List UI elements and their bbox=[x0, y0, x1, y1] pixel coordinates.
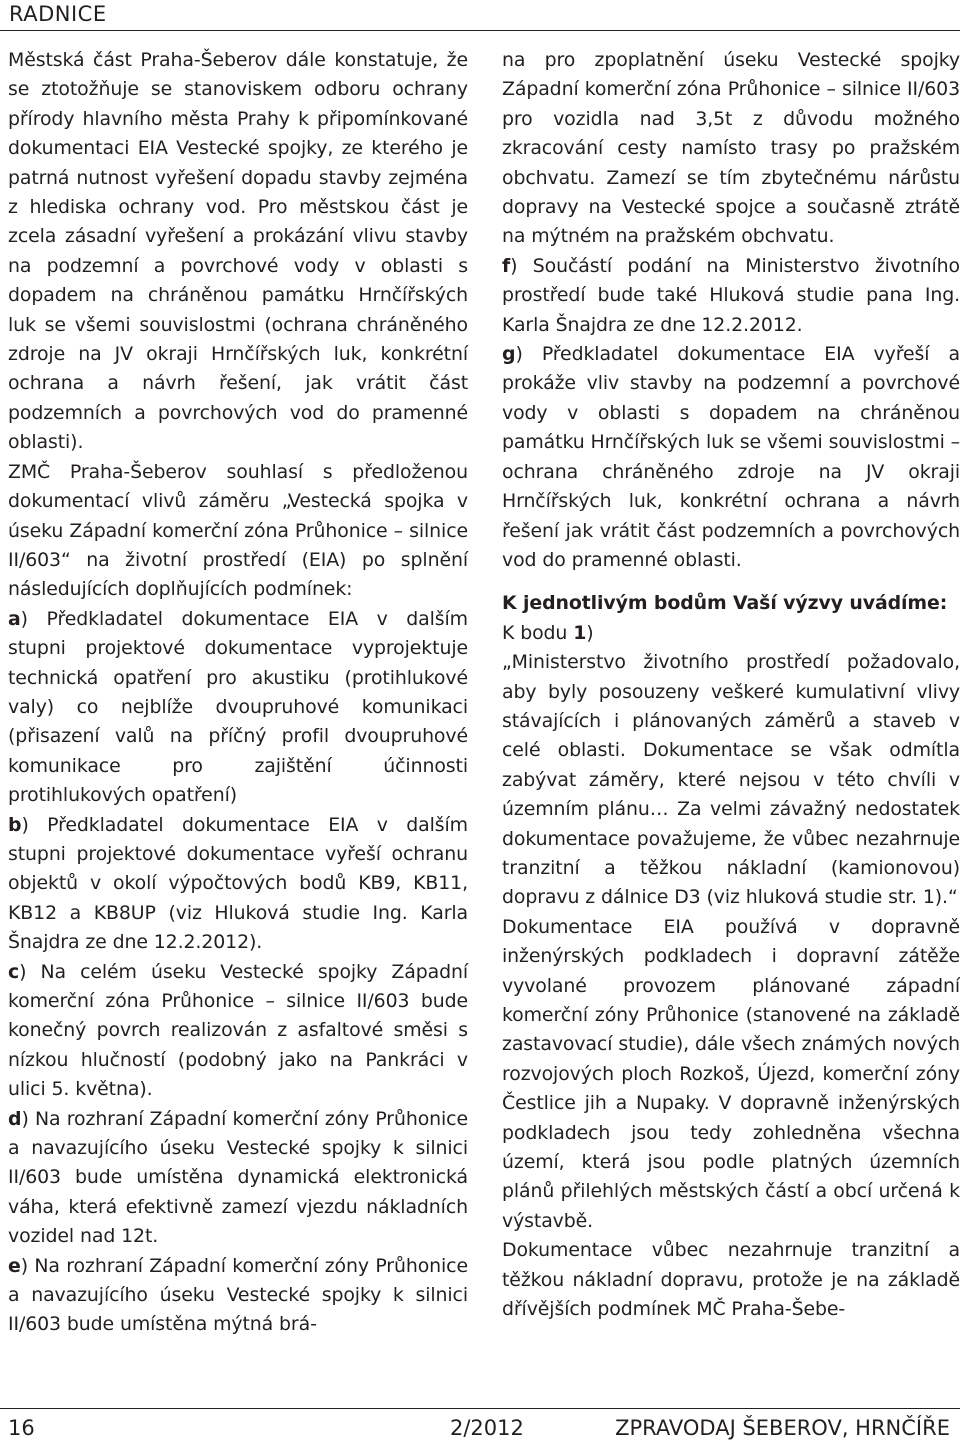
response-heading bbox=[502, 589, 960, 618]
condition-a bbox=[8, 605, 468, 811]
condition-c-text: ) Na celém úseku Vestecké spojky Západní komerční zóna Průhonice – silnice II/603 bude konečný povrch realizován z asfaltové směsi s nízkou hlučností (podobný jako na Pankráci v ulici 5. května). bbox=[8, 960, 468, 1101]
condition-g-letter: g bbox=[502, 343, 516, 366]
approval-paragraph: ZMČ Praha-Šeberov souhlasí s předloženou dokumentací vlivů záměru „Vestecká spojka v úseku Západní komerční zóna Průhonice – silnice II/603“ na životní prostředí (EIA) po splnění následujících doplňujících podmínek: bbox=[8, 460, 468, 601]
condition-d bbox=[8, 1105, 468, 1252]
publication-name: ZPRAVODAJ ŠEBEROV, HRNČÍŘE bbox=[615, 1416, 950, 1440]
condition-e-letter: e bbox=[8, 1254, 21, 1277]
point-prefix: K bodu bbox=[502, 621, 574, 644]
condition-a-letter: a bbox=[8, 607, 21, 630]
condition-f-letter: f bbox=[502, 254, 511, 277]
condition-f bbox=[502, 252, 960, 340]
point-suffix: ) bbox=[586, 621, 594, 644]
point-number: 1 bbox=[573, 621, 587, 644]
section-header bbox=[0, 0, 960, 31]
ministry-quote: „Ministerstvo životního prostředí požadovalo, aby byly posouzeny veškeré kumulativní vlivy stávajících i plánovaných záměrů a staveb v celé oblasti. Dokumentace se však odmítla zabývat záměry, které nejsou v této chvíli v územním plánu… Za velmi závažný nedostatek dokumentace považujeme, že vůbec nezahrnuje tranzitní a těžkou nákladní (kamionovou) dopravu z dálnice D3 (viz hluková studie str. 1).“ bbox=[502, 651, 960, 909]
condition-d-text: ) Na rozhraní Západní komerční zóny Průhonice a navazujícího úseku Vestecké spojky k silnici II/603 bude umístěna dynamická elektronická váha, která efektivně zamezí vjezdu nákladních vozidel nad 12t. bbox=[8, 1107, 468, 1248]
condition-e-text: ) Na rozhraní Západní komerční zóny Průhonice a navazujícího úseku Vestecké spojky k silnici II/603 bude umístěna mýtná brá- bbox=[8, 1254, 468, 1336]
condition-d-letter: d bbox=[8, 1107, 22, 1130]
condition-b bbox=[8, 811, 468, 958]
condition-b-text: ) Předkladatel dokumentace EIA v dalším stupni projektové dokumentace vyřeší ochranu objektů v okolí výpočtových bodů KB9, KB11, KB12 a KB8UP (viz Hluková studie Ing. Karla Šnajdra ze dne 12.2.2012). bbox=[8, 813, 468, 954]
condition-c bbox=[8, 958, 468, 1105]
response-heading-text: K jednotlivým bodům Vaší výzvy uvádíme: bbox=[502, 592, 948, 615]
section-label: RADNICE bbox=[9, 2, 107, 26]
point-label bbox=[502, 619, 960, 648]
right-column bbox=[502, 46, 960, 1324]
condition-c-letter: c bbox=[8, 960, 20, 983]
intro-text-a: Městská část Praha-Šeberov dále konstatuje, že se ztotožňuje se stanoviskem odboru ochrany přírody hlavního města Prahy k připomínkované dokumentaci EIA Vestecké spojky, ze kterého je patrná nutnost vyřešení dopadu stavby zejména z hlediska ochrany vod. bbox=[8, 49, 468, 219]
intro-paragraph bbox=[8, 46, 468, 458]
condition-g-text: ) Předkladatel dokumentace EIA vyřeší a prokáže vliv stavby na podzemní a povrchové vody v oblasti s dopadem na chráněnou památku Hrnčířských luk se všemi souvislostmi – ochrana chráněného zdroje na JV okraji Hrnčířských luk, konkrétní ochrana a návrh řešení jak vrátit část podzemních a povrchových vod do pramenné oblasti. bbox=[502, 343, 960, 571]
condition-f-text: ) Součástí podání na Ministerstvo životního prostředí bude také Hluková studie pana Ing. Karla Šnajdra ze dne 12.2.2012. bbox=[502, 254, 960, 336]
condition-a-text: ) Předkladatel dokumentace EIA v dalším stupni projektové dokumentace vyprojektuje technická opatření pro akustiku (protihlukové valy) co nejblíže dvoupruhové komunikaci (přisazení valů na příčný profil dvoupruhové komunikace pro zajištění účinnosti protihlukových opatření) bbox=[8, 607, 468, 807]
documentation-paragraph-2: Dokumentace vůbec nezahrnuje tranzitní a těžkou nákladní dopravu, protože je na základě dřívějších podmínek MČ Praha-Šebe- bbox=[502, 1239, 960, 1321]
condition-e bbox=[8, 1252, 468, 1340]
documentation-paragraph-1: Dokumentace EIA používá v dopravně inženýrských podkladech i dopravní zátěže vyvolané provozem plánované západní komerční zóny Průhonice (stanovené na základě zastavovací studie), dále všech známých nových rozvojových ploch Rozkoš, Újezd, komerční zóny Čestlice jih a Nupaky. V dopravně inženýrských podkladech jsou tedy zohledněna všechna území, která jsou podle platných územních plánů přilehlých městských částí a obcí určená k výstavbě. bbox=[502, 915, 960, 1232]
left-column bbox=[8, 46, 468, 1340]
page-footer bbox=[0, 1408, 960, 1446]
page-number: 16 bbox=[8, 1416, 35, 1440]
condition-e-continued: na pro zpoplatnění úseku Vestecké spojky Západní komerční zóna Průhonice – silnice II/603 pro vozidla nad 3,5t z důvodu možného zkracování cesty namísto trasy po pražském obchvatu. Zamezí se tím zbytečnému nárůstu dopravy na Vestecké spojce a současně ztrátě na mýtném na pražském obchvatu. bbox=[502, 49, 960, 248]
condition-b-letter: b bbox=[8, 813, 22, 836]
issue-number: 2/2012 bbox=[450, 1416, 524, 1440]
intro-text-b: Pro městskou část je zcela zásadní vyřešení a prokázání vlivu stavby na podzemní a povrchové vody v oblasti s dopadem na chráněnou památku Hrnčířských luk se všemi souvislostmi (ochrana chráněného zdroje na JV okraji Hrnčířských luk, konkrétní ochrana a návrh řešení, jak vrátit část podzemních a povrchových vod do pramenné oblasti). bbox=[8, 196, 468, 454]
condition-g bbox=[502, 340, 960, 575]
